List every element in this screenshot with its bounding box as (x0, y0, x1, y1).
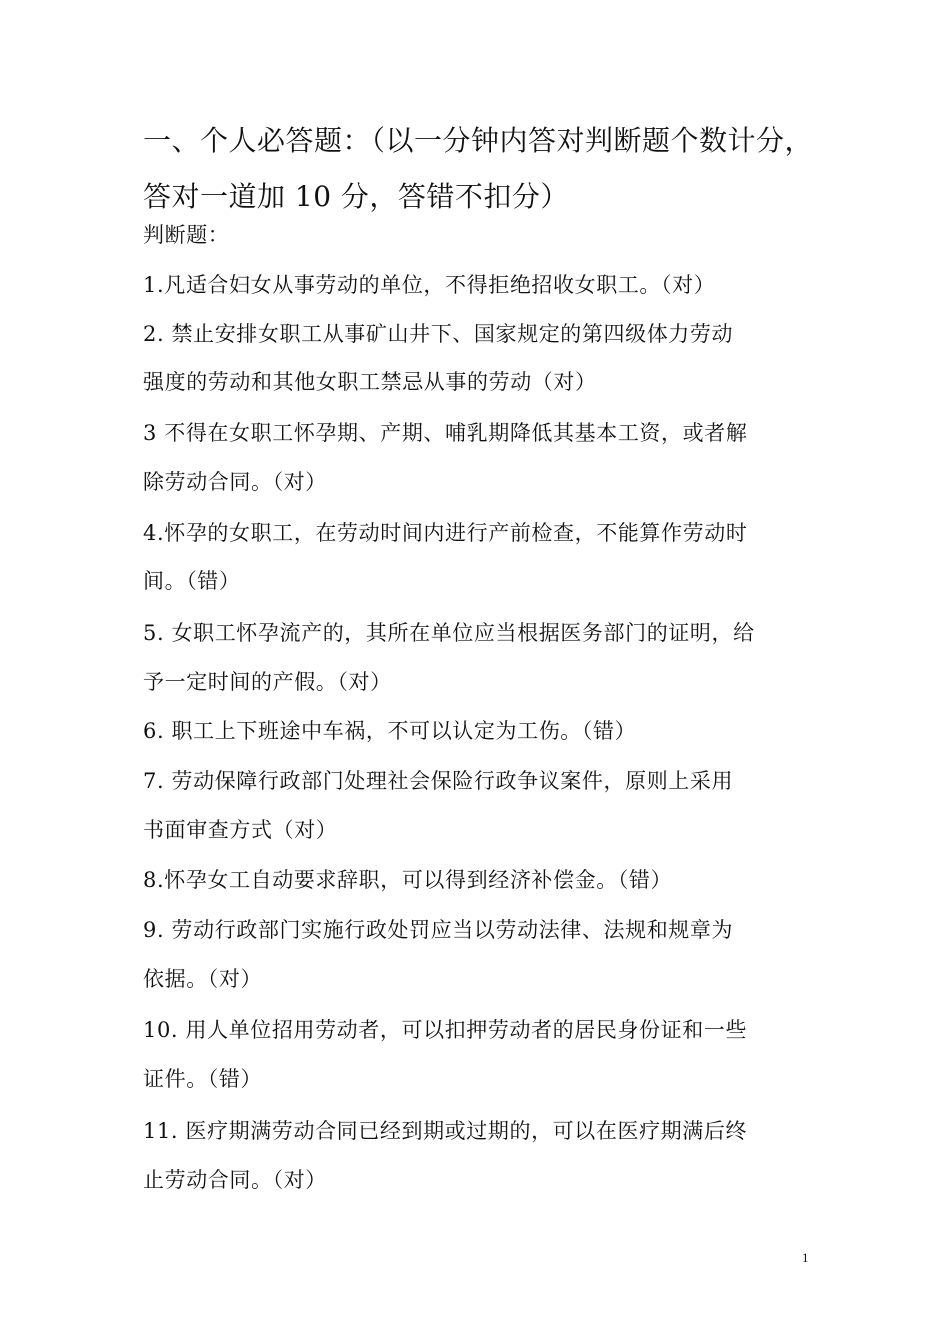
text-line: 除劳动合同。（对） (143, 470, 327, 494)
text-line: 间。（错） (143, 569, 241, 593)
text-line: 7. 劳动保障行政部门处理社会保险行政争议案件，原则上采用 (143, 769, 734, 793)
text-line: 止劳动合同。（对） (143, 1168, 327, 1192)
text-line: 6. 职工上下班途中车祸，不可以认定为工伤。（错） (143, 719, 637, 743)
text-line: 11. 医疗期满劳动合同已经到期或过期的，可以在医疗期满后终 (143, 1119, 748, 1143)
text-line: 4.怀孕的女职工，在劳动时间内进行产前检查，不能算作劳动时 (143, 521, 748, 545)
text-line: 8.怀孕女工自动要求辞职，可以得到经济补偿金。（错） (143, 868, 673, 892)
text-line: 9. 劳动行政部门实施行政处罚应当以劳动法律、法规和规章为 (143, 918, 734, 942)
section-label: 判断题： (143, 223, 230, 247)
text-line: 10. 用人单位招用劳动者，可以扣押劳动者的居民身份证和一些 (143, 1018, 748, 1042)
text-line: 书面审查方式（对） (143, 818, 338, 842)
text-line: 3 不得在女职工怀孕期、产期、哺乳期降低其基本工资，或者解 (143, 421, 748, 445)
page-number: 1 (802, 1250, 809, 1265)
text-line: 1.凡适合妇女从事劳动的单位，不得拒绝招收女职工。（对） (143, 273, 716, 297)
heading-line-1: 一、个人必答题：（以一分钟内答对判断题个数计分， (143, 124, 814, 157)
text-line: 依据。（对） (143, 967, 263, 991)
heading-line-2: 答对一道加 10 分，答错不扣分） (143, 180, 569, 213)
text-line: 予一定时间的产假。（对） (143, 670, 392, 694)
text-line: 2. 禁止安排女职工从事矿山井下、国家规定的第四级体力劳动 (143, 322, 734, 346)
text-line: 强度的劳动和其他女职工禁忌从事的劳动（对） (143, 370, 597, 394)
section-heading (143, 113, 823, 225)
text-line: 5. 女职工怀孕流产的，其所在单位应当根据医务部门的证明，给 (143, 621, 755, 645)
text-line: 证件。（错） (143, 1067, 263, 1091)
